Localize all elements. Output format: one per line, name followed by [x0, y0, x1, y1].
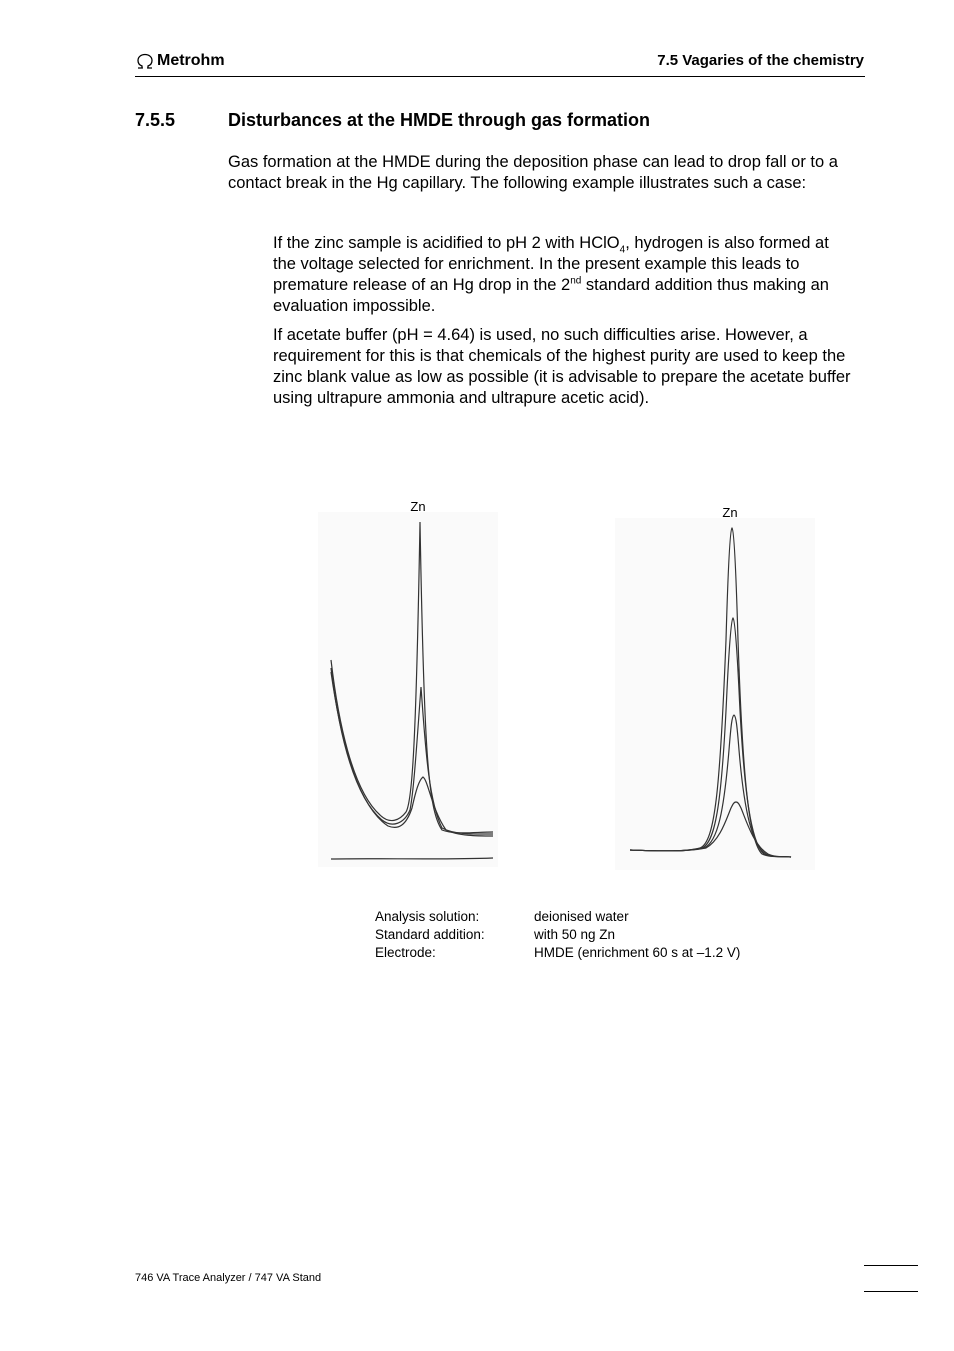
caption-value-analysis-solution: deionised water — [534, 909, 629, 924]
caption-label-standard-addition: Standard addition: — [375, 927, 485, 942]
caption-label-electrode: Electrode: — [375, 945, 436, 960]
caption-value-electrode: HMDE (enrichment 60 s at –1.2 V) — [534, 945, 741, 960]
para1-superscript: nd — [570, 275, 582, 287]
caption-label-analysis-solution: Analysis solution: — [375, 909, 480, 924]
para1-text-a: If the zinc sample is acidified to pH 2 with HClO — [273, 234, 620, 252]
para1-text-c: standard addition thus making an evaluation impossible. — [273, 276, 829, 315]
para1-subscript: 4 — [619, 244, 626, 256]
para1-text-b: , hydrogen is also formed at the voltage selected for enrichment. In the present example this leads to premature release of an Hg drop in the 2 — [273, 234, 829, 294]
left-zn-label: Zn — [410, 499, 426, 514]
caption-values — [534, 908, 740, 962]
omega-icon — [135, 53, 155, 69]
caption-value-standard-addition: with 50 ng Zn — [534, 927, 616, 942]
intro-paragraph: Gas formation at the HMDE during the deposition phase can lead to drop fall or to a contact break in the Hg capillary. The following example illustrates such a case: — [228, 153, 838, 192]
footer-rule-bottom — [864, 1291, 918, 1292]
section-number: 7.5.5 — [135, 110, 176, 130]
header-rule — [135, 76, 865, 77]
voltammogram-svg — [300, 490, 820, 880]
footer-product-name: 746 VA Trace Analyzer / 747 VA Stand — [135, 1272, 322, 1284]
right-zn-label: Zn — [722, 505, 738, 520]
right-plot-background — [615, 518, 815, 870]
caption-labels — [375, 908, 485, 962]
voltammogram-figure — [300, 490, 820, 885]
metrohm-logo — [135, 52, 225, 70]
section-title: Disturbances at the HMDE through gas formation — [228, 110, 651, 130]
header-section-title: 7.5 Vagaries of the chemistry — [657, 52, 864, 69]
paragraph-acidified — [273, 233, 853, 317]
paragraph-acetate: If acetate buffer (pH = 4.64) is used, no such difficulties arise. However, a requirement for this is that chemicals of the highest purity are used to keep the zinc blank value as low as possible (it is advisable to prepare the acetate buffer using ultrapure ammonia and ultrapure acetic acid). — [273, 326, 851, 407]
logo-text: Metrohm — [157, 52, 225, 69]
footer-rule-top — [864, 1265, 918, 1266]
